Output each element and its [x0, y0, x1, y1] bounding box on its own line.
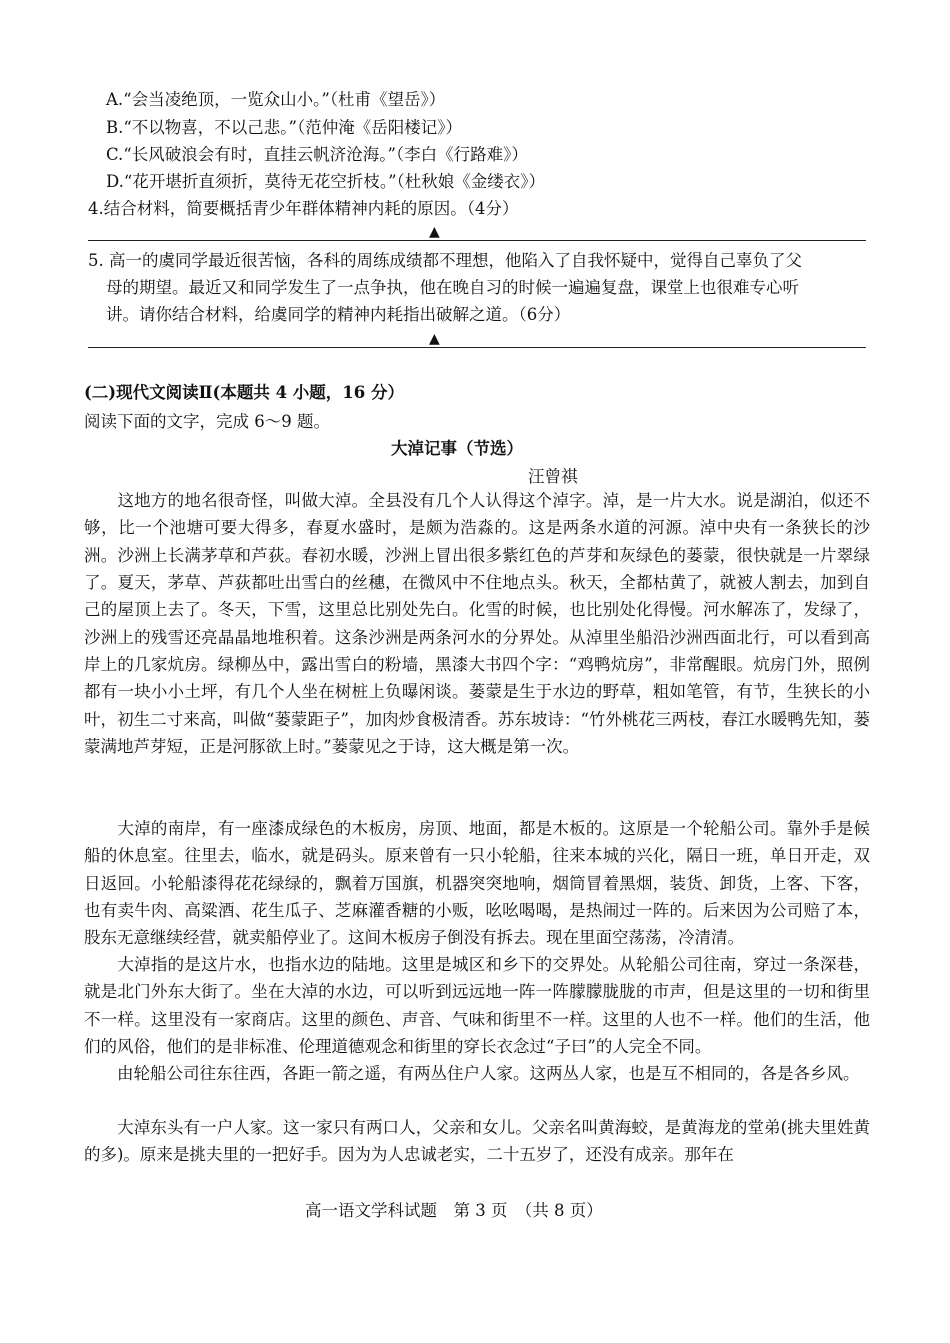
option-d: D.“花开堪折直须折，莫待无花空折枝。”（杜秋娘《金缕衣》） [106, 172, 546, 191]
page-footer: 高一语文学科试题 第 3 页 （共 8 页） [305, 1201, 603, 1220]
answer-area-marker-5: ▲ [429, 331, 440, 347]
answer-line-5 [88, 347, 866, 348]
option-c: C.“长风破浪会有时，直挂云帆济沧海。”（李白《行路难》） [106, 145, 528, 164]
option-b: B.“不以物喜，不以己悲。”（范仲淹《岳阳楼记》） [106, 118, 462, 137]
paragraph-5: 大淖东头有一户人家。这一家只有两口人，父亲和女儿。父亲名叫黄海蛟，是黄海龙的堂弟(挑夫里姓黄的多)。原来是挑夫里的一把好手。因为为人忠诚老实，二十五岁了，还没有成亲。那年在 [84, 1118, 870, 1165]
paragraph-4: 由轮船公司往东往西，各距一箭之遥，有两丛住户人家。这两丛人家，也是互不相同的，各是各乡风。 [84, 1064, 860, 1083]
article-author: 汪曾祺 [528, 467, 578, 486]
question-5-line-1: 5. 高一的虞同学最近很苦恼，各科的周练成绩都不理想，他陷入了自我怀疑中，觉得自己辜负了父 [88, 251, 802, 270]
answer-line-4 [88, 240, 866, 241]
option-a: A.“会当凌绝顶，一览众山小。”（杜甫《望岳》） [106, 90, 446, 109]
paragraph-2: 大淖的南岸，有一座漆成绿色的木板房，房顶、地面，都是木板的。这原是一个轮船公司。靠外手是候船的休息室。往里去，临水，就是码头。原来曾有一只小轮船，往来本城的兴化，隔日一班，单日开走，双日返回。小轮船漆得花花绿绿的，飘着万国旗，机器突突地响，烟筒冒着黑烟，装货、卸货，上客、下客，也有卖牛肉、高粱酒、花生瓜子、芝麻灌香糖的小贩，吆吆喝喝，是热闹过一阵的。后来因为公司赔了本，股东无意继续经营，就卖船停业了。这间木板房子倒没有拆去。现在里面空荡荡，冷清清。 [84, 819, 870, 948]
section-title: (二)现代文阅读Ⅱ(本题共 4 小题，16 分） [84, 383, 405, 402]
question-5-line-2: 母的期望。最近又和同学发生了一点争执，他在晚自习的时候一遍遍复盘，课堂上也很难专心听 [106, 278, 799, 297]
paragraph-3: 大淖指的是这片水，也指水边的陆地。这里是城区和乡下的交界处。从轮船公司往南，穿过一条深巷，就是北门外东大街了。坐在大淖的水边，可以听到远远地一阵一阵朦朦胧胧的市声，但是这里的一切和街里不一样。这里没有一家商店。这里的颜色、声音、气味和街里不一样。这里的人也不一样。他们的生活，他们的风俗，他们的是非标准、伦理道德观念和街里的穿长衣念过“子曰”的人完全不同。 [84, 955, 870, 1057]
article-title: 大淖记事（节选） [391, 439, 523, 458]
answer-area-marker-4: ▲ [429, 224, 440, 240]
instruction: 阅读下面的文字，完成 6～9 题。 [84, 412, 330, 431]
paragraph-1: 这地方的地名很奇怪，叫做大淖。全县没有几个人认得这个淖字。淖，是一片大水。说是湖泊，似还不够，比一个池塘可要大得多，春夏水盛时，是颇为浩淼的。这是两条水道的河源。淖中央有一条狭长的沙洲。沙洲上长满茅草和芦荻。春初水暖，沙洲上冒出很多紫红色的芦芽和灰绿色的蒌蒙，很快就是一片翠绿了。夏天，茅草、芦荻都吐出雪白的丝穗，在微风中不住地点头。秋天，全都枯黄了，就被人割去，加到自己的屋顶上去了。冬天，下雪，这里总比别处先白。化雪的时候，也比别处化得慢。河水解冻了，发绿了，沙洲上的残雪还亮晶晶地堆积着。这条沙洲是两条河水的分界处。从淖里坐船沿沙洲西面北行，可以看到高岸上的几家炕房。绿柳丛中，露出雪白的粉墙，黑漆大书四个字：“鸡鸭炕房”，非常醒眼。炕房门外，照例都有一块小小土坪，有几个人坐在树桩上负曝闲谈。蒌蒙是生于水边的野草，粗如笔管，有节，生狭长的小叶，初生二寸来高，叫做“蒌蒙距子”，加肉炒食极清香。苏东坡诗：“竹外桃花三两枝，春江水暖鸭先知，蒌蒙满地芦芽短，正是河豚欲上时。”蒌蒙见之于诗，这大概是第一次。 [84, 491, 870, 757]
question-4: 4.结合材料，简要概括青少年群体精神内耗的原因。（4分） [88, 199, 519, 218]
question-5-line-3: 讲。请你结合材料，给虞同学的精神内耗指出破解之道。（6分） [106, 305, 571, 324]
